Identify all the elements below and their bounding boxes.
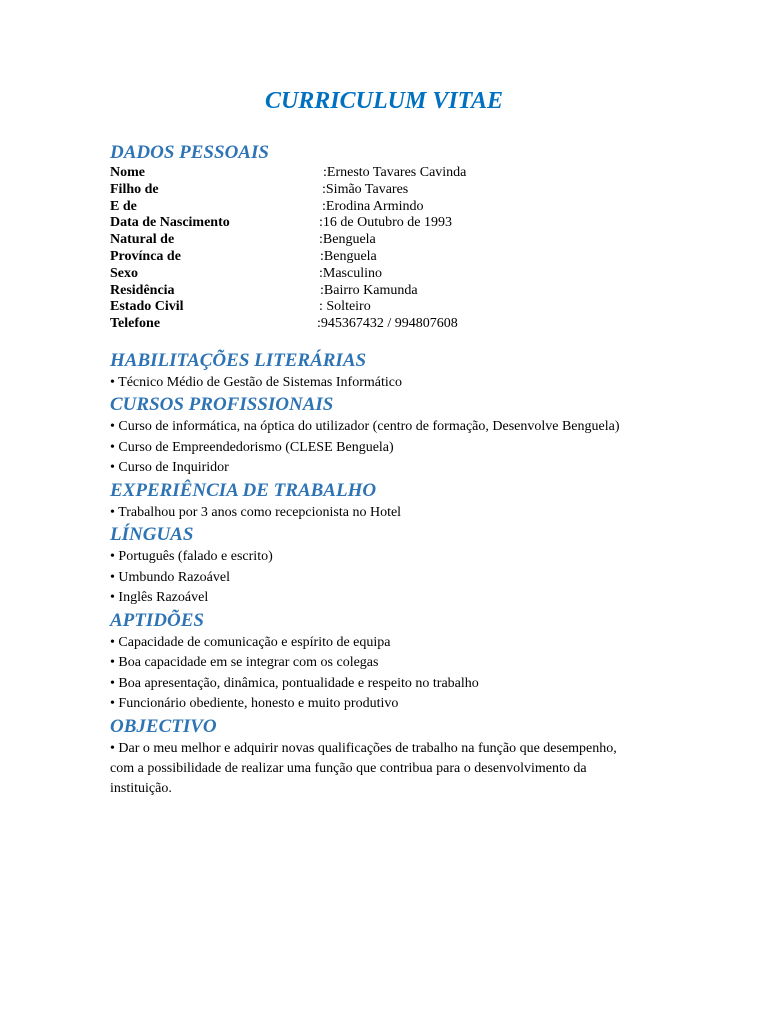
courses-list: [110, 417, 630, 478]
info-value: :Ernesto Tavares Cavinda: [323, 165, 467, 180]
list-item: • Capacidade de comunicação e espírito de equipa: [110, 634, 391, 650]
info-value: :Benguela: [320, 248, 377, 264]
info-label: Filho de: [110, 181, 159, 197]
info-label: E de: [110, 198, 137, 214]
list-item: • Boa apresentação, dinâmica, pontualidade e respeito no trabalho: [110, 675, 479, 691]
section-heading-personal: DADOS PESSOAIS: [110, 142, 269, 163]
info-row-civil-status: [110, 299, 630, 316]
section-skills: [110, 609, 630, 715]
education-list: [110, 373, 630, 393]
bullet-icon: •: [110, 655, 115, 671]
info-value: :Erodina Armindo: [322, 198, 424, 214]
info-value: :16 de Outubro de 1993: [319, 215, 452, 231]
section-heading-skills: APTIDÕES: [110, 609, 204, 631]
info-row-residence: [110, 283, 630, 300]
info-row-father: [110, 182, 630, 199]
bullet-icon: •: [110, 696, 115, 712]
section-objective: [110, 715, 630, 799]
list-item: • Umbundo Razoável: [110, 569, 230, 585]
section-education: [110, 349, 630, 393]
bullet-icon: •: [110, 460, 115, 476]
section-experience: [110, 479, 630, 523]
info-row-phone: [110, 316, 630, 333]
bullet-icon: •: [110, 549, 115, 565]
document-title: CURRICULUM VITAE: [264, 88, 504, 114]
info-label: Provínca de: [110, 248, 181, 264]
section-heading-languages: LÍNGUAS: [110, 524, 194, 546]
info-label: Natural de: [110, 232, 175, 248]
info-label: Telefone: [110, 316, 161, 332]
list-item: • Técnico Médio de Gestão de Sistemas Informático: [110, 374, 402, 390]
bullet-icon: •: [110, 590, 115, 606]
bullet-icon: •: [110, 675, 115, 691]
info-label: Nome: [110, 165, 145, 180]
list-item: • Curso de Empreendedorismo (CLESE Benguela): [110, 439, 394, 455]
list-item: • Trabalhou por 3 anos como recepcionista no Hotel: [110, 504, 402, 520]
experience-list: [110, 503, 630, 523]
info-value: :Benguela: [319, 232, 376, 248]
info-row-mother: [110, 199, 630, 216]
info-label: Estado Civil: [110, 299, 184, 315]
bullet-icon: •: [110, 740, 115, 756]
cv-content: [110, 141, 630, 799]
info-label: Residência: [110, 282, 175, 298]
section-courses: [110, 393, 630, 478]
list-item: • Dar o meu melhor e adquirir novas qualificações de trabalho na função que desempenho, com a possibilidade de realizar uma função que contribua para o desenvolvimento da instituição.: [110, 740, 617, 796]
bullet-icon: •: [110, 374, 115, 390]
list-item: • Inglês Razoável: [110, 590, 209, 606]
info-label: Data de Nascimento: [110, 215, 230, 231]
list-item: • Português (falado e escrito): [110, 549, 273, 565]
list-item: • Funcionário obediente, honesto e muito produtivo: [110, 696, 399, 712]
bullet-icon: •: [110, 569, 115, 585]
list-item: • Curso de Inquiridor: [110, 460, 229, 476]
objective-list: [110, 739, 630, 799]
info-row-name: [110, 165, 630, 182]
section-heading-courses: CURSOS PROFISSIONAIS: [110, 394, 334, 416]
languages-list: [110, 547, 630, 608]
bullet-icon: •: [110, 419, 115, 435]
bullet-icon: •: [110, 439, 115, 455]
section-personal: [110, 141, 630, 333]
section-languages: [110, 523, 630, 608]
info-row-sex: [110, 266, 630, 283]
info-label: Sexo: [110, 265, 138, 281]
list-item: • Boa capacidade em se integrar com os colegas: [110, 655, 379, 671]
info-row-birthplace: [110, 232, 630, 249]
info-row-birthdate: [110, 215, 630, 232]
list-item: • Curso de informática, na óptica do utilizador (centro de formação, Desenvolve Benguela): [110, 419, 620, 435]
personal-info-table: [110, 165, 630, 333]
info-value: :945367432 / 994807608: [317, 316, 458, 332]
bullet-icon: •: [110, 504, 115, 520]
bullet-icon: •: [110, 634, 115, 650]
info-value: :Bairro Kamunda: [320, 282, 418, 298]
skills-list: [110, 633, 630, 715]
info-row-province: [110, 249, 630, 266]
section-heading-education: HABILITAÇÕES LITERÁRIAS: [110, 349, 367, 371]
section-heading-objective: OBJECTIVO: [110, 715, 217, 737]
section-heading-experience: EXPERIÊNCIA DE TRABALHO: [110, 479, 377, 501]
info-value: : Solteiro: [319, 299, 371, 315]
info-value: :Masculino: [319, 265, 382, 281]
info-value: :Simão Tavares: [322, 181, 409, 197]
